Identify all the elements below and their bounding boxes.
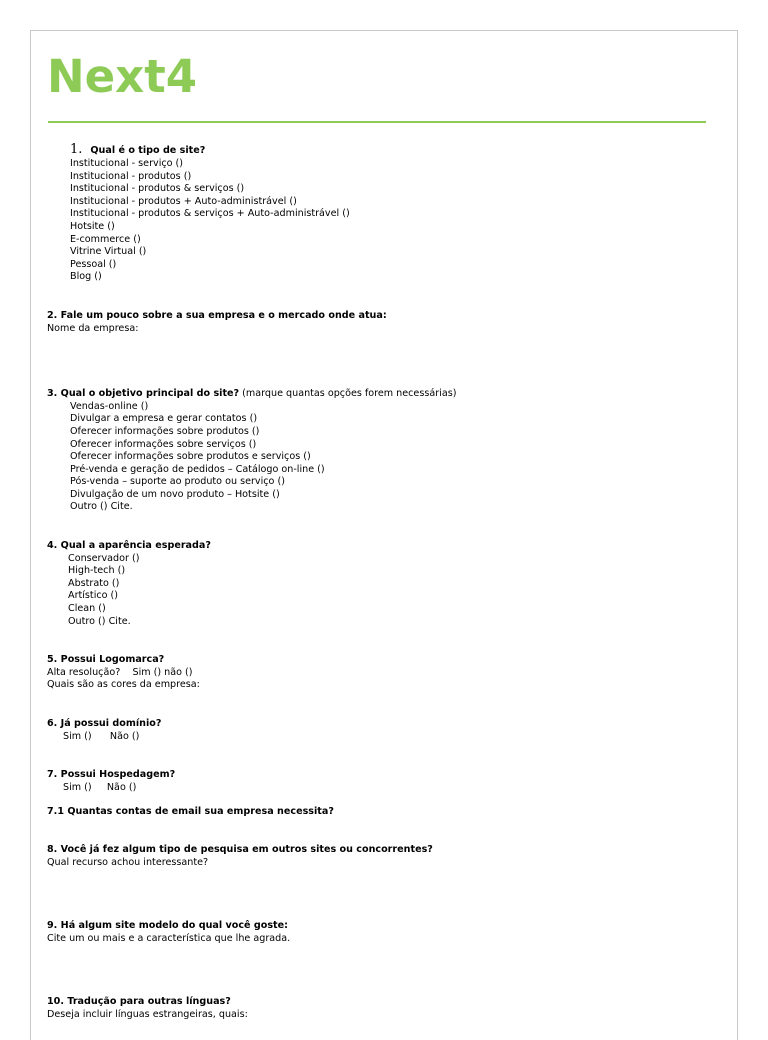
question-3-option: Oferecer informações sobre produtos e serviços () [70, 451, 311, 463]
question-4-option: High-tech () [68, 565, 126, 577]
question-1 [47, 143, 717, 284]
question-3-option: Divulgação de um novo produto – Hotsite () [70, 488, 280, 500]
question-10-title: 10. Tradução para outras línguas? [47, 996, 231, 1008]
question-1-option: Pessoal () [70, 258, 117, 270]
question-5-colors: Quais são as cores da empresa: [47, 679, 200, 691]
question-2-title: 2. Fale um pouco sobre a sua empresa e o mercado onde atua: [47, 309, 387, 321]
question-4-title: 4. Qual a aparência esperada? [47, 540, 211, 552]
question-1-option: Institucional - produtos () [70, 170, 192, 182]
question-4-option: Conservador () [68, 552, 140, 564]
question-7-1-title: 7.1 Quantas contas de email sua empresa necessita? [47, 806, 334, 818]
question-7-1 [47, 806, 717, 819]
question-4-option: Artístico () [68, 590, 119, 602]
question-1-option: Institucional - produtos & serviços () [70, 183, 245, 195]
question-6 [47, 718, 717, 743]
document-page [30, 30, 738, 1040]
question-1-option: Hotsite () [70, 220, 115, 232]
question-9-subtext: Cite um ou mais e a característica que lhe agrada. [47, 932, 291, 944]
question-5 [47, 654, 717, 692]
question-3 [47, 388, 717, 514]
question-1-number: 1. [70, 142, 83, 157]
question-5-title: 5. Possui Logomarca? [47, 654, 165, 666]
question-9-title: 9. Há algum site modelo do qual você goste: [47, 920, 288, 932]
brand-logo: Next4 [47, 50, 198, 103]
question-2 [47, 310, 717, 335]
question-3-note: (marque quantas opções forem necessárias) [239, 388, 457, 400]
question-3-option: Oferecer informações sobre produtos () [70, 425, 260, 437]
question-2-subtext: Nome da empresa: [47, 322, 139, 334]
question-3-option: Oferecer informações sobre serviços () [70, 438, 257, 450]
question-4-option: Clean () [68, 603, 106, 615]
question-3-option: Vendas-online () [70, 400, 149, 412]
question-4-option: Outro () Cite. [68, 615, 131, 627]
question-3-option: Pré-venda e geração de pedidos – Catálogo on-line () [70, 463, 325, 475]
question-10-subtext: Deseja incluir línguas estrangeiras, quais: [47, 1008, 248, 1020]
question-1-title: Qual é o tipo de site? [90, 145, 206, 156]
question-3-option: Pós-venda – suporte ao produto ou serviço () [70, 476, 285, 488]
question-3-title: 3. Qual o objetivo principal do site? [47, 388, 240, 400]
question-8 [47, 844, 717, 869]
question-1-option: Institucional - produtos + Auto-administrável () [70, 195, 297, 207]
question-7-options: Sim () Não () [63, 781, 137, 793]
question-3-option: Outro () Cite. [70, 501, 133, 513]
question-1-option: Vitrine Virtual () [70, 246, 147, 258]
question-5-resolution: Alta resolução? Sim () não () [47, 666, 193, 678]
question-4 [47, 540, 717, 628]
brand-divider [48, 121, 706, 123]
question-9 [47, 920, 717, 945]
question-1-option: Institucional - serviço () [70, 158, 184, 169]
question-6-title: 6. Já possui domínio? [47, 718, 162, 729]
question-3-option: Divulgar a empresa e gerar contatos () [70, 413, 258, 425]
question-1-option: Institucional - produtos & serviços + Auto-administrável () [70, 208, 350, 220]
questionnaire [47, 143, 717, 1022]
question-1-option: E-commerce () [70, 233, 141, 245]
question-4-option: Abstrato () [68, 577, 120, 589]
question-10 [47, 996, 717, 1021]
question-7-title: 7. Possui Hospedagem? [47, 769, 176, 781]
question-6-options: Sim () Não () [63, 730, 140, 742]
question-1-option: Blog () [70, 271, 102, 283]
question-8-subtext: Qual recurso achou interessante? [47, 856, 209, 868]
question-7 [47, 769, 717, 794]
question-8-title: 8. Você já fez algum tipo de pesquisa em outros sites ou concorrentes? [47, 843, 433, 855]
